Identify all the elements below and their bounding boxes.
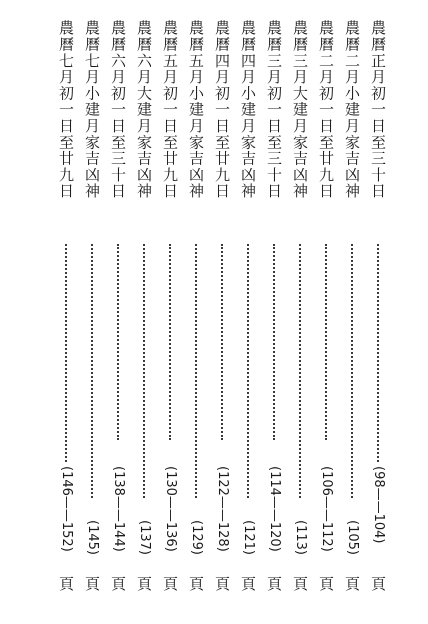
toc-entry[interactable] — [212, 20, 232, 610]
dot-leader — [169, 244, 171, 440]
toc-entry[interactable] — [108, 20, 128, 610]
toc-entry-title: 農曆三月大建月家吉凶神 — [291, 20, 309, 200]
toc-entry-page-unit: 頁 — [369, 576, 387, 591]
toc-entry-pages: (98——104) — [371, 466, 386, 544]
toc-entry-title: 農曆五月初一日至廿九日 — [161, 20, 179, 200]
toc-entry-title: 農曆四月小建月家吉凶神 — [239, 20, 257, 200]
dot-leader — [143, 244, 145, 498]
toc-entry-page-unit: 頁 — [109, 576, 127, 591]
toc-entry-page-unit: 頁 — [239, 576, 257, 591]
toc-entry-title: 農曆二月初一日至廿九日 — [317, 20, 335, 200]
toc-entry[interactable] — [264, 20, 284, 610]
toc-entry-pages: (138——144) — [111, 466, 126, 552]
toc-entry-pages: (129) — [189, 520, 204, 555]
toc-entry-pages: (113) — [293, 520, 308, 555]
toc-entry[interactable] — [56, 20, 76, 610]
toc-entry-page-unit: 頁 — [187, 576, 205, 591]
dot-leader — [351, 244, 353, 498]
toc-entry[interactable] — [368, 20, 388, 610]
toc-entry-pages: (105) — [345, 520, 360, 555]
toc-entry-page-unit: 頁 — [343, 576, 361, 591]
dot-leader — [65, 244, 67, 462]
toc-entry-title: 農曆三月初一日至三十日 — [265, 20, 283, 200]
toc-entry-page-unit: 頁 — [317, 576, 335, 591]
toc-entry-title: 農曆七月小建月家吉凶神 — [83, 20, 101, 200]
toc-entry[interactable] — [160, 20, 180, 610]
toc-entry-page-unit: 頁 — [161, 576, 179, 591]
toc-entry-page-unit: 頁 — [265, 576, 283, 591]
toc-entry[interactable] — [134, 20, 154, 610]
toc-entry-title: 農曆正月初一日至三十日 — [369, 20, 387, 200]
toc-entry-title: 農曆二月小建月家吉凶神 — [343, 20, 361, 200]
dot-leader — [273, 244, 275, 440]
toc-entry-pages: (121) — [241, 520, 256, 555]
toc-entry[interactable] — [238, 20, 258, 610]
toc-entry[interactable] — [342, 20, 362, 610]
toc-entry[interactable] — [186, 20, 206, 610]
toc-entry-page-unit: 頁 — [57, 576, 75, 591]
dot-leader — [195, 244, 197, 498]
dot-leader — [117, 244, 119, 440]
toc-entry-page-unit: 頁 — [291, 576, 309, 591]
toc-entry-title: 農曆六月大建月家吉凶神 — [135, 20, 153, 200]
toc-entry-pages: (130——136) — [163, 466, 178, 552]
toc-entry[interactable] — [290, 20, 310, 610]
toc-entry-page-unit: 頁 — [83, 576, 101, 591]
dot-leader — [247, 244, 249, 498]
toc-entry-pages: (146——152) — [59, 466, 74, 552]
toc-entry[interactable] — [82, 20, 102, 610]
toc-entry-pages: (114——120) — [267, 466, 282, 552]
dot-leader — [377, 244, 379, 462]
toc-entry-pages: (145) — [85, 520, 100, 555]
toc-entry-page-unit: 頁 — [213, 576, 231, 591]
toc-entry-pages: (122——128) — [215, 466, 230, 552]
dot-leader — [221, 244, 223, 440]
toc-entry-title: 農曆五月小建月家吉凶神 — [187, 20, 205, 200]
toc-entry-pages: (106——112) — [319, 466, 334, 552]
dot-leader — [299, 244, 301, 498]
toc-entry[interactable] — [316, 20, 336, 610]
toc-entry-page-unit: 頁 — [135, 576, 153, 591]
toc-entry-title: 農曆六月初一日至三十日 — [109, 20, 127, 200]
toc-entry-title: 農曆七月初一日至廿九日 — [57, 20, 75, 200]
dot-leader — [91, 244, 93, 498]
toc-entry-title: 農曆四月初一日至廿九日 — [213, 20, 231, 200]
toc-entry-pages: (137) — [137, 520, 152, 555]
dot-leader — [325, 244, 327, 440]
